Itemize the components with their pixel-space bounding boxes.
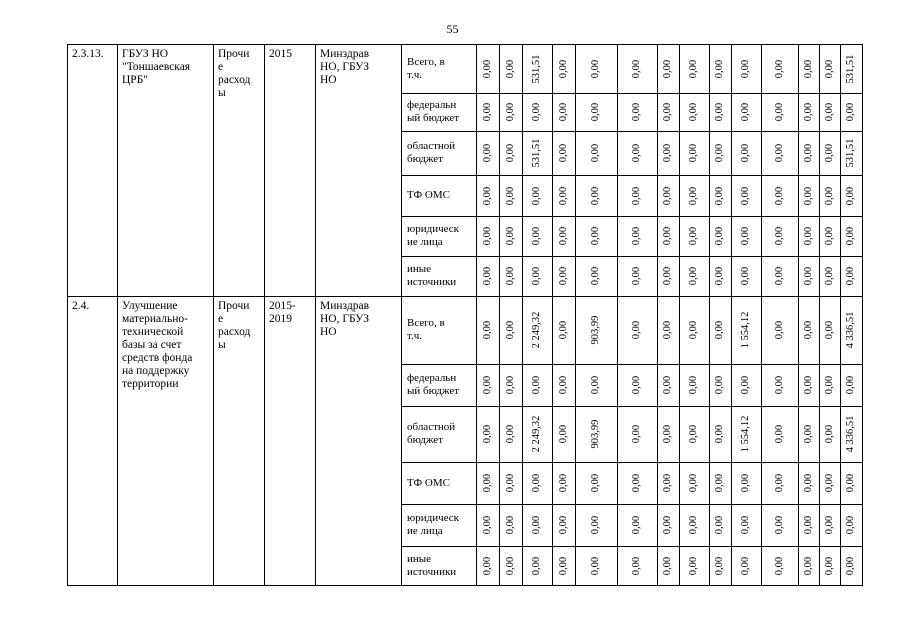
column-divider [264,44,265,586]
value-cell: 0,00 [481,556,493,575]
value-cell: 0,00 [557,375,569,395]
value-cell: 0,00 [773,515,785,535]
value-cell: 0,00 [481,143,493,163]
value-cell: 0,00 [773,102,785,122]
value-cell: 0,00 [740,266,751,286]
value-cell: 0,00 [631,226,642,246]
funding-source: Всего, в т.ч. [407,56,445,81]
value-cell: 0,00 [845,226,856,246]
value-cell: 0,00 [557,186,569,205]
value-cell: 0,00 [590,102,601,122]
funding-source: Всего, в т.ч. [407,317,445,342]
value-cell: 0,00 [590,186,601,205]
value-cell: 0,00 [823,515,835,535]
value-cell: 0,00 [590,266,601,286]
value-cell: 0,00 [740,102,751,122]
value-cell: 0,00 [688,320,699,340]
value-cell: 0,00 [714,266,725,286]
value-cell: 0,00 [557,424,569,444]
funding-source: ТФ ОМС [407,189,450,201]
block-divider [67,296,863,297]
item-number: 2.3.13. [72,48,104,60]
table-border [67,44,863,45]
executor: Минздрав НО, ГБУЗ НО [320,48,370,86]
value-cell: 0,00 [802,473,814,493]
value-cell: 0,00 [740,515,751,535]
value-cell: 0,00 [504,102,516,122]
funding-source: областной бюджет [407,421,456,446]
value-cell: 0,00 [504,186,516,205]
value-cell: 0,00 [590,473,601,493]
value-cell: 0,00 [631,320,642,340]
value-cell: 0,00 [557,102,569,122]
value-cell: 0,00 [531,186,542,205]
value-cell: 0,00 [802,102,814,122]
value-cell: 0,00 [740,186,751,205]
value-cell: 0,00 [504,424,516,444]
value-cell: 0,00 [740,143,751,163]
value-cell: 0,00 [823,102,835,122]
value-cell: 0,00 [481,515,493,535]
value-cell: 0,00 [662,473,673,493]
value-cell: 0,00 [845,515,856,535]
value-cell: 0,00 [823,375,835,395]
value-cell: 0,00 [823,320,835,340]
value-cell: 0,00 [773,266,785,286]
row-divider [401,406,863,407]
funding-source: областной бюджет [407,140,456,165]
value-cell: 0,00 [631,515,642,535]
value-cell: 0,00 [845,266,856,286]
value-cell: 0,00 [714,473,725,493]
value-cell: 0,00 [481,320,493,340]
value-cell: 0,00 [662,515,673,535]
value-cell: 1 554,12 [740,311,751,349]
value-cell: 0,00 [557,59,569,78]
value-cell: 0,00 [662,375,673,395]
value-cell: 0,00 [662,59,673,78]
value-cell: 0,00 [714,186,725,205]
value-cell: 0,00 [773,226,785,246]
value-cell: 903,99 [590,315,601,345]
value-cell: 0,00 [631,424,642,444]
value-cell: 0,00 [531,375,542,395]
value-cell: 0,00 [773,186,785,205]
expense-type: Прочи е расход ы [218,48,251,99]
value-cell: 4 336,51 [845,415,856,453]
value-cell: 2 249,32 [531,311,542,349]
table-border [67,44,68,586]
value-cell: 0,00 [688,424,699,444]
value-cell: 0,00 [662,226,673,246]
value-cell: 0,00 [590,556,601,575]
value-cell: 0,00 [714,424,725,444]
value-cell: 531,51 [845,138,856,168]
value-cell: 0,00 [802,424,814,444]
value-cell: 0,00 [631,375,642,395]
period: 2015- 2019 [269,300,296,325]
value-cell: 0,00 [590,515,601,535]
value-cell: 0,00 [688,143,699,163]
period: 2015 [269,48,292,60]
value-cell: 0,00 [631,186,642,205]
value-cell: 0,00 [714,515,725,535]
value-cell: 0,00 [590,375,601,395]
value-cell: 0,00 [481,226,493,246]
value-cell: 0,00 [773,320,785,340]
value-cell: 0,00 [688,266,699,286]
value-cell: 0,00 [481,59,493,78]
value-cell: 0,00 [714,143,725,163]
value-cell: 0,00 [740,226,751,246]
value-cell: 0,00 [773,59,785,78]
budget-table [67,44,862,585]
value-cell: 0,00 [504,226,516,246]
value-cell: 0,00 [531,515,542,535]
value-cell: 0,00 [773,143,785,163]
value-cell: 0,00 [631,143,642,163]
value-cell: 0,00 [845,556,856,575]
value-cell: 0,00 [504,320,516,340]
item-name: ГБУЗ НО "Тоншаевская ЦРБ" [122,48,191,86]
funding-source: юридическ ие лица [407,223,460,248]
value-cell: 0,00 [802,143,814,163]
value-cell: 0,00 [631,102,642,122]
value-cell: 0,00 [481,473,493,493]
value-cell: 2 249,32 [531,415,542,453]
value-cell: 0,00 [662,143,673,163]
value-cell: 0,00 [823,266,835,286]
value-cell: 0,00 [662,320,673,340]
value-cell: 0,00 [823,143,835,163]
value-cell: 0,00 [481,102,493,122]
value-cell: 0,00 [662,424,673,444]
value-cell: 0,00 [688,556,699,575]
funding-source: юридическ ие лица [407,512,460,537]
value-cell: 0,00 [823,473,835,493]
funding-source: федеральн ый бюджет [407,372,460,397]
value-cell: 0,00 [557,320,569,340]
value-cell: 531,51 [531,54,542,83]
value-cell: 0,00 [773,424,785,444]
value-cell: 0,00 [773,473,785,493]
value-cell: 531,51 [531,138,542,168]
value-cell: 0,00 [662,556,673,575]
column-divider [213,44,214,586]
page-number: 55 [446,22,459,36]
value-cell: 0,00 [688,186,699,205]
funding-source: иные источники [407,263,457,288]
value-cell: 0,00 [557,143,569,163]
value-cell: 0,00 [531,226,542,246]
value-cell: 0,00 [845,375,856,395]
value-cell: 0,00 [823,59,835,78]
expense-type: Прочи е расход ы [218,300,251,351]
funding-source: иные источники [407,553,457,578]
value-cell: 0,00 [631,473,642,493]
value-cell: 0,00 [531,102,542,122]
value-cell: 0,00 [740,59,751,78]
funding-source: федеральн ый бюджет [407,99,460,124]
value-cell: 0,00 [823,556,835,575]
value-cell: 0,00 [662,102,673,122]
value-cell: 0,00 [631,266,642,286]
value-cell: 0,00 [714,102,725,122]
value-cell: 0,00 [557,515,569,535]
value-cell: 0,00 [504,556,516,575]
value-cell: 903,99 [590,419,601,449]
item-name: Улучшение материально- технической базы за счет средств фонда на поддержку территории [122,300,193,390]
value-cell: 0,00 [823,226,835,246]
value-cell: 0,00 [714,556,725,575]
value-cell: 0,00 [802,515,814,535]
value-cell: 0,00 [504,515,516,535]
value-cell: 0,00 [504,143,516,163]
value-cell: 0,00 [557,226,569,246]
value-cell: 0,00 [714,59,725,78]
value-cell: 0,00 [531,266,542,286]
value-cell: 0,00 [740,556,751,575]
value-cell: 0,00 [481,424,493,444]
value-cell: 0,00 [481,186,493,205]
value-cell: 0,00 [823,186,835,205]
value-cell: 0,00 [481,266,493,286]
value-cell: 0,00 [504,375,516,395]
value-cell: 0,00 [557,556,569,575]
value-cell: 0,00 [504,266,516,286]
value-cell: 0,00 [845,473,856,493]
value-cell: 0,00 [590,59,601,78]
value-cell: 0,00 [688,515,699,535]
value-cell: 4 336,51 [845,311,856,349]
value-cell: 0,00 [504,59,516,78]
value-cell: 0,00 [714,320,725,340]
value-cell: 0,00 [714,226,725,246]
value-cell: 0,00 [845,186,856,205]
value-cell: 0,00 [688,59,699,78]
value-cell: 0,00 [802,556,814,575]
value-cell: 0,00 [802,59,814,78]
value-cell: 0,00 [688,375,699,395]
value-cell: 0,00 [802,266,814,286]
value-cell: 0,00 [688,473,699,493]
value-cell: 0,00 [773,556,785,575]
value-cell: 0,00 [531,473,542,493]
value-cell: 0,00 [740,375,751,395]
value-cell: 0,00 [773,375,785,395]
value-cell: 0,00 [504,473,516,493]
value-cell: 0,00 [531,556,542,575]
value-cell: 0,00 [631,556,642,575]
value-cell: 0,00 [481,375,493,395]
value-cell: 0,00 [557,266,569,286]
column-divider [117,44,118,586]
value-cell: 531,51 [845,54,856,83]
value-cell: 0,00 [557,473,569,493]
value-cell: 0,00 [740,473,751,493]
value-cell: 0,00 [688,102,699,122]
value-cell: 0,00 [590,226,601,246]
value-cell: 0,00 [823,424,835,444]
value-cell: 0,00 [802,226,814,246]
value-cell: 0,00 [590,143,601,163]
value-cell: 0,00 [714,375,725,395]
value-cell: 0,00 [631,59,642,78]
value-cell: 0,00 [802,320,814,340]
funding-source: ТФ ОМС [407,477,450,489]
value-cell: 0,00 [802,375,814,395]
executor: Минздрав НО, ГБУЗ НО [320,300,370,338]
item-number: 2.4. [72,300,90,312]
value-cell: 0,00 [688,226,699,246]
value-cell: 1 554,12 [740,415,751,453]
value-cell: 0,00 [662,186,673,205]
column-divider [315,44,316,586]
value-cell: 0,00 [845,102,856,122]
value-cell: 0,00 [802,186,814,205]
value-cell: 0,00 [662,266,673,286]
